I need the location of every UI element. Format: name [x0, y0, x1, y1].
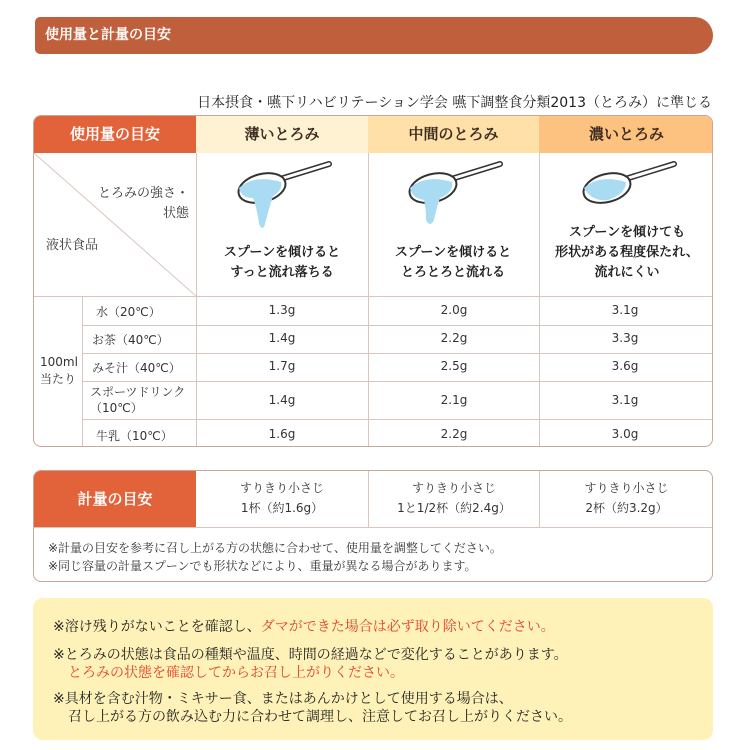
desc-thick	[540, 223, 713, 283]
value-cell: 1.7g	[268, 359, 296, 373]
value-cell: 1.6g	[268, 427, 296, 441]
row-label-miso: みそ汁（40℃）	[92, 361, 181, 375]
desc-thick-line: スプーンを傾けても	[568, 225, 686, 240]
caution-line-1a: ※溶け残りがないことを確認し、	[53, 619, 261, 635]
caution-line-5: 召し上がる方の飲み込む力に合わせて調理し、注意してお召し上がりください。	[68, 709, 572, 725]
caution-line-3: とろみの状態を確認してからお召し上がりください。	[68, 665, 404, 681]
measure-cell-line: 1杯（約1.6g）	[240, 501, 324, 515]
measure-table	[33, 470, 713, 582]
row-label-sports-drink-1: スポーツドリンク	[90, 385, 186, 399]
value-cell: 2.5g	[440, 359, 468, 373]
column-thick: 濃いとろみ	[539, 116, 713, 153]
measure-note-1: ※計量の目安を参考に召し上がる方の状態に合わせて、使用量を調整してください。	[48, 541, 502, 555]
value-cell: 1.4g	[268, 393, 296, 407]
grid-line	[82, 353, 713, 354]
value-cell: 1.4g	[268, 331, 296, 345]
measure-cell-line: 1と1/2杯（約2.4g）	[397, 501, 511, 515]
measure-cell-thick	[539, 478, 713, 518]
grid-line	[82, 419, 713, 420]
measure-cell-line: すりきり小さじ	[411, 481, 496, 495]
spoon-thin-icon	[229, 158, 339, 238]
row-label-tea: お茶（40℃）	[92, 333, 169, 347]
desc-thin	[196, 243, 368, 283]
usage-table	[33, 115, 713, 447]
measure-header: 計量の目安	[34, 471, 196, 527]
row-label-sports-drink	[90, 384, 185, 416]
column-thin: 薄いとろみ	[196, 116, 368, 153]
value-cell: 3.1g	[611, 303, 639, 317]
measure-cell-line: すりきり小さじ	[239, 481, 324, 495]
per-100ml-label	[40, 354, 78, 388]
standard-note: 日本摂食・嚥下リハビリテーション学会 嚥下調整食分類2013（とろみ）に準じる	[197, 95, 712, 111]
value-cell: 2.1g	[440, 393, 468, 407]
caution-line-4: ※具材を含む汁物・ミキサー食、またはあんかけとして使用する場合は、	[53, 691, 513, 707]
value-cell: 2.2g	[440, 331, 468, 345]
measure-cell-medium	[368, 478, 540, 518]
value-cell: 3.6g	[611, 359, 639, 373]
page-title-bar	[35, 17, 713, 54]
grid-line	[34, 296, 713, 297]
desc-thick-line: 形状がある程度保たれ、	[555, 245, 699, 260]
per-label-2: 当たり	[40, 372, 77, 386]
grid-line	[82, 296, 83, 447]
grid-line	[34, 527, 713, 528]
page-title: 使用量と計量の目安	[45, 27, 171, 43]
diagonal-divider	[34, 153, 196, 296]
per-label-1: 100ml	[40, 355, 78, 369]
diag-label-strength-1: とろみの強さ・	[97, 186, 189, 201]
row-label-milk: 牛乳（10℃）	[96, 429, 173, 443]
usage-header-guide: 使用量の目安	[34, 116, 196, 153]
value-cell: 3.0g	[611, 427, 639, 441]
desc-thin-line: スプーンを傾けると	[223, 245, 341, 260]
desc-medium	[367, 243, 539, 283]
value-cell: 1.3g	[268, 303, 296, 317]
diag-label-strength-2: 状態	[162, 206, 189, 221]
caution-line-1b: ダマができた場合は必ず取り除いてください。	[260, 619, 555, 635]
caution-line-1	[53, 618, 555, 636]
column-medium: 中間のとろみ	[368, 116, 539, 153]
measure-note-2: ※同じ容量の計量スプーンでも形状などにより、重量が異なる場合があります。	[48, 559, 477, 573]
value-cell: 3.3g	[611, 331, 639, 345]
caution-box	[33, 598, 713, 740]
spoon-medium-icon	[400, 158, 510, 238]
measure-cell-line: すりきり小さじ	[584, 481, 669, 495]
desc-thick-line: 流れにくい	[594, 265, 660, 280]
diag-label-strength	[89, 184, 189, 224]
measure-cell-line: 2杯（約3.2g）	[585, 501, 668, 515]
value-cell: 2.0g	[440, 303, 468, 317]
row-label-sports-drink-2: （10℃）	[90, 401, 143, 415]
grid-line	[82, 325, 713, 326]
caution-line-2: ※とろみの状態は食品の種類や温度、時間の経過などで変化することがあります。	[53, 647, 568, 663]
value-cell: 3.1g	[611, 393, 639, 407]
diag-label-food: 液状食品	[46, 238, 99, 253]
grid-line	[82, 381, 713, 382]
row-label-water: 水（20℃）	[96, 305, 161, 319]
measure-cell-thin	[196, 478, 368, 518]
value-cell: 2.2g	[440, 427, 468, 441]
desc-medium-line: スプーンを傾けると	[394, 245, 512, 260]
desc-thin-line: すっと流れ落ちる	[230, 265, 334, 280]
desc-medium-line: とろとろと流れる	[400, 265, 505, 280]
